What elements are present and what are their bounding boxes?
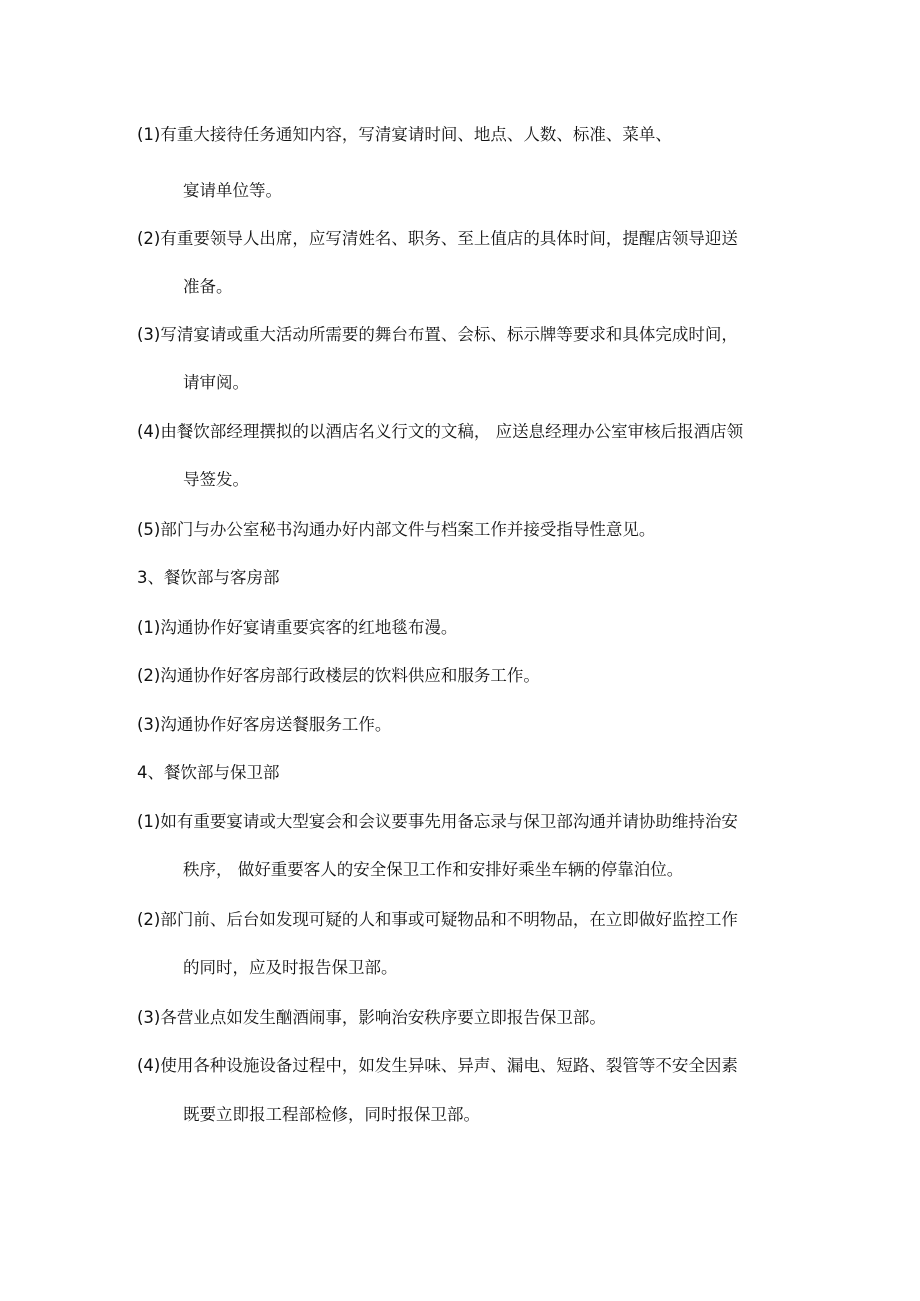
text-line: (1)有重大接待任务通知内容，写清宴请时间、地点、人数、标准、菜单、 [137, 125, 672, 144]
section-heading: 3、餐饮部与客房部 [137, 568, 280, 587]
text-line: 导签发。 [183, 470, 249, 489]
text-line: (2)沟通协作好客房部行政楼层的饮料供应和服务工作。 [137, 666, 540, 685]
text-line: 既要立即报工程部检修，同时报保卫部。 [183, 1105, 480, 1124]
text-line: (2)部门前、后台如发现可疑的人和事或可疑物品和不明物品，在立即做好监控工作 [137, 910, 738, 929]
text-line: (1)如有重要宴请或大型宴会和会议要事先用备忘录与保卫部沟通并请协助维持治安 [137, 812, 738, 831]
text-line: 宴请单位等。 [183, 181, 282, 200]
text-line: 请审阅。 [183, 373, 249, 392]
text-line: (1)沟通协作好宴请重要宾客的红地毯布漫。 [137, 618, 458, 637]
text-line: (3)沟通协作好客房送餐服务工作。 [137, 715, 392, 734]
section-heading: 4、餐饮部与保卫部 [137, 763, 280, 782]
text-line: 的同时，应及时报告保卫部。 [183, 958, 398, 977]
text-line: (3)各营业点如发生酗酒闹事，影响治安秩序要立即报告保卫部。 [137, 1008, 606, 1027]
text-line: (4)使用各种设施设备过程中，如发生异味、异声、漏电、短路、裂管等不安全因素 [137, 1056, 738, 1075]
text-line: 准备。 [183, 277, 233, 296]
text-line: (5)部门与办公室秘书沟通办好内部文件与档案工作并接受指导性意见。 [137, 520, 656, 539]
text-line: (3)写清宴请或重大活动所需要的舞台布置、会标、标示牌等要求和具体完成时间， [137, 325, 738, 344]
text-line: 秩序， 做好重要客人的安全保卫工作和安排好乘坐车辆的停靠泊位。 [183, 860, 684, 879]
text-line: (2)有重要领导人出席，应写清姓名、职务、至上值店的具体时间，提醒店领导迎送 [137, 229, 738, 248]
text-line: (4)由餐饮部经理撰拟的以酒店名义行文的文稿， 应送息经理办公室审核后报酒店领 [137, 422, 744, 441]
